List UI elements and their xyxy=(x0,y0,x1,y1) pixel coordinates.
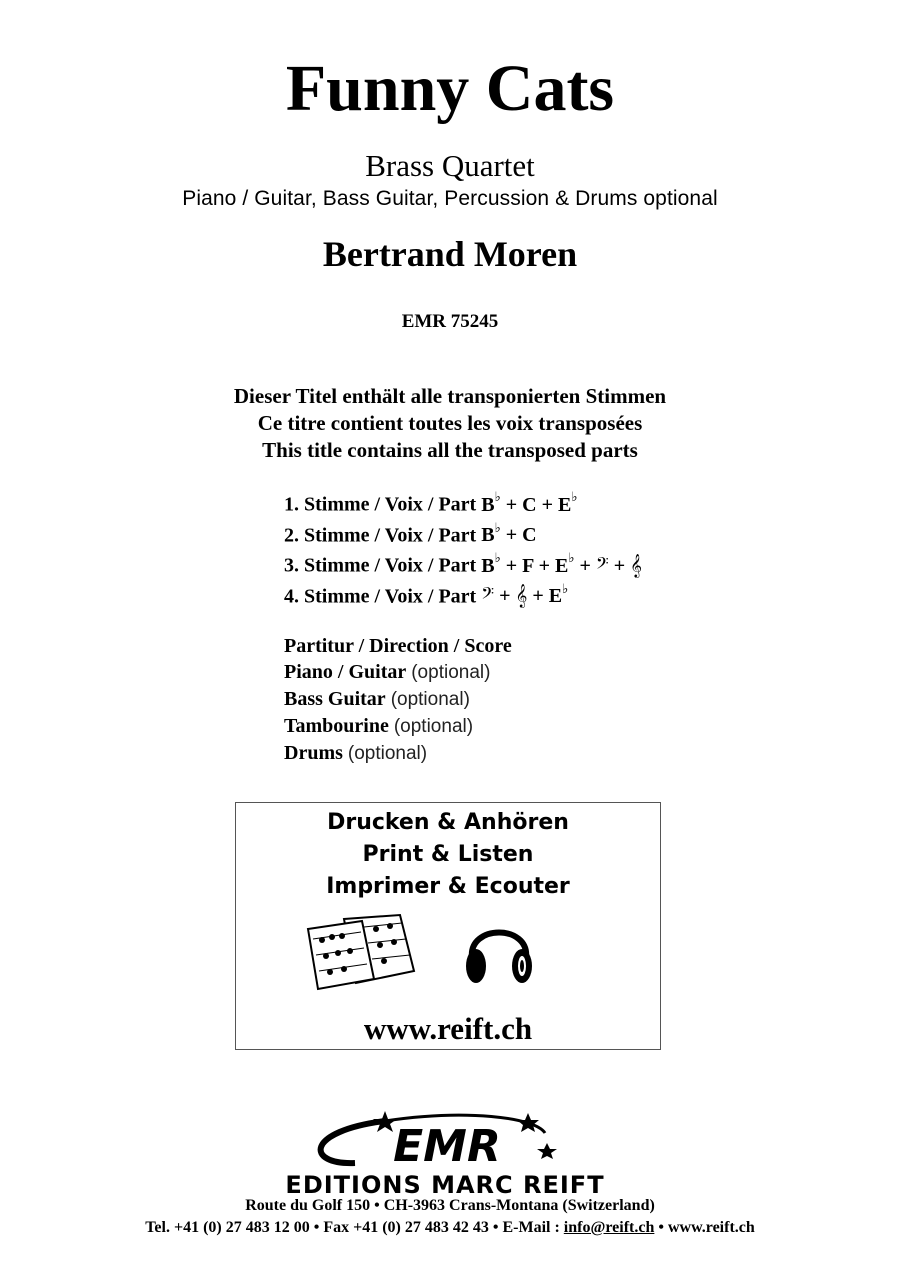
sheet-music-icon xyxy=(304,913,422,991)
extra-part-note: (optional) xyxy=(347,743,428,764)
part-row xyxy=(284,576,642,607)
extra-part-row xyxy=(284,633,512,659)
headphones-icon xyxy=(464,914,534,986)
extra-part-name: Piano / Guitar xyxy=(284,661,407,683)
part-keys: B♭ + C + E♭ xyxy=(481,489,578,516)
extra-part-row xyxy=(284,740,512,767)
extra-part-name: Tambourine xyxy=(284,715,389,737)
publisher-logo xyxy=(235,1105,655,1201)
promo-line-en: Print & Listen xyxy=(362,842,534,867)
part-label: Stimme / Voix / Part xyxy=(304,585,477,608)
extra-part-note: (optional) xyxy=(411,662,491,683)
promo-line-fr: Imprimer & Ecouter xyxy=(326,874,570,899)
part-keys: B♭ + F + E♭ + 𝄢 + 𝄞 xyxy=(481,550,642,577)
extra-part-note: (optional) xyxy=(393,716,474,737)
catalog-number: EMR 75245 xyxy=(401,311,499,332)
parts-list xyxy=(284,484,642,606)
extra-part-name: Partitur / Direction / Score xyxy=(284,635,512,657)
title: Funny Cats xyxy=(285,52,615,125)
part-label: Stimme / Voix / Part xyxy=(304,493,477,516)
promo-box xyxy=(235,802,661,1050)
logo-emr-text: EMR xyxy=(393,1121,501,1172)
part-label: Stimme / Voix / Part xyxy=(304,554,477,577)
part-row xyxy=(284,515,642,546)
part-number: 1. xyxy=(284,493,299,516)
promo-line-de: Drucken & Anhören xyxy=(327,810,569,835)
extra-part-row xyxy=(284,713,512,740)
extra-part-name: Bass Guitar xyxy=(284,688,386,710)
part-keys: 𝄢 + 𝄞 + E♭ xyxy=(481,580,569,608)
email-link[interactable]: info@reift.ch xyxy=(563,1219,655,1236)
instrumentation: Piano / Guitar, Bass Guitar, Percussion & Drums optional xyxy=(182,187,718,210)
info-block xyxy=(0,383,900,464)
contact-phone-fax: Tel. +41 (0) 27 483 12 00 • Fax +41 (0) 27 483 42 43 • E-Mail : xyxy=(145,1219,564,1236)
publisher-name: EDITIONS MARC REIFT xyxy=(285,1171,605,1199)
info-line-en: This title contains all the transposed parts xyxy=(262,438,638,462)
extras-list xyxy=(284,633,512,767)
part-row xyxy=(284,545,642,576)
promo-url[interactable]: www.reift.ch xyxy=(363,1011,533,1046)
publisher-address: Route du Golf 150 • CH-3963 Crans-Montana (Switzerland) xyxy=(245,1197,655,1214)
extra-part-name: Drums xyxy=(284,742,343,764)
publisher-contact xyxy=(0,1218,900,1238)
extra-part-row xyxy=(284,659,512,686)
part-number: 4. xyxy=(284,585,299,608)
part-row xyxy=(284,484,642,515)
part-number: 3. xyxy=(284,554,299,577)
part-label: Stimme / Voix / Part xyxy=(304,524,477,547)
info-line-de: Dieser Titel enthält alle transponierten Stimmen xyxy=(233,384,667,408)
extra-part-note: (optional) xyxy=(390,689,470,710)
composer: Bertrand Moren xyxy=(322,234,578,274)
info-line-fr: Ce titre contient toutes les voix transposées xyxy=(257,411,643,435)
subtitle: Brass Quartet xyxy=(365,148,535,183)
part-number: 2. xyxy=(284,524,299,547)
contact-website[interactable]: • www.reift.ch xyxy=(654,1219,755,1236)
part-keys: B♭ + C xyxy=(481,519,537,547)
extra-part-row xyxy=(284,686,512,713)
